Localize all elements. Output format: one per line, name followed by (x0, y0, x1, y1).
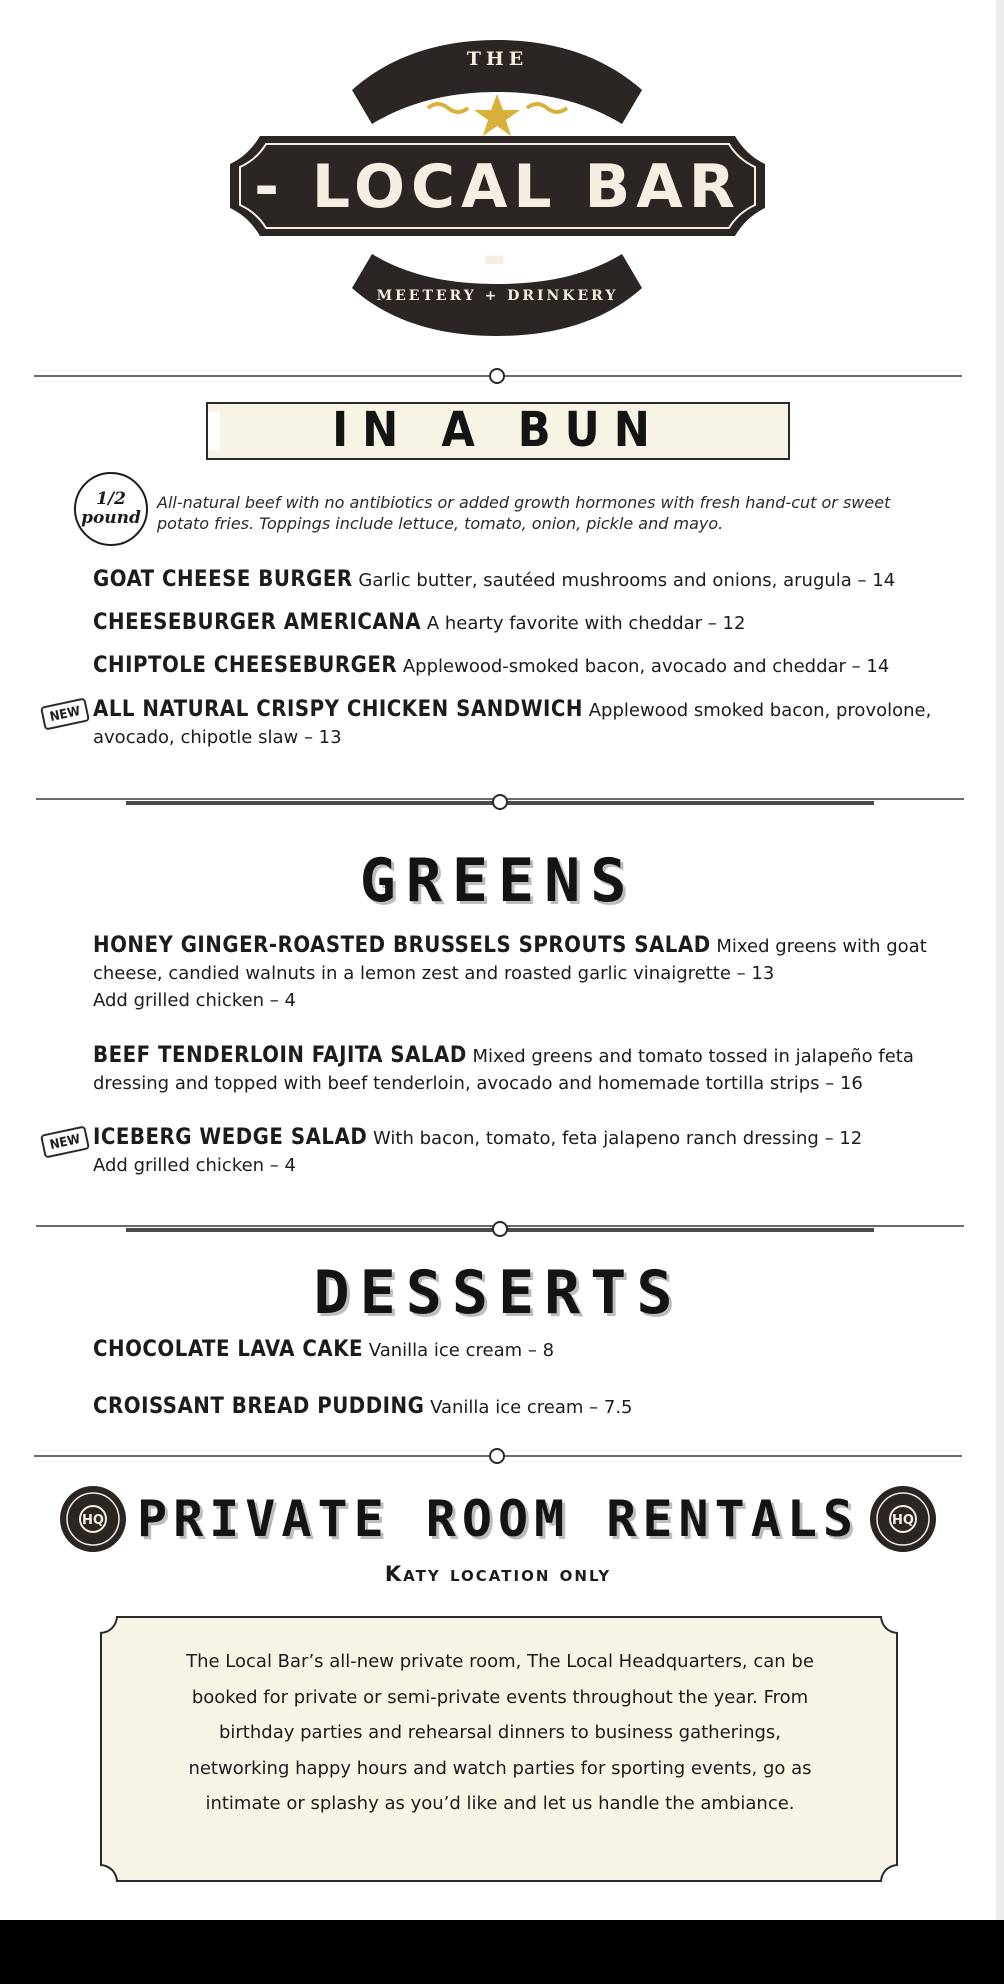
in-a-bun-banner (206, 402, 790, 460)
item-description: Applewood smoked bacon, provolone, avocado, chipotle slaw – 13 (93, 700, 932, 748)
logo-name-text: - LOCAL BAR - (254, 152, 741, 292)
new-badge: NEW (40, 697, 90, 730)
burger-intro-text: All-natural beef with no antibiotics or added growth hormones with fresh hand-cut or sweet potato fries. Toppings include lettuce, tomato, onion, pickle and mayo. (157, 493, 891, 533)
local-bar-logo (230, 36, 765, 341)
item-description: A hearty favorite with cheddar – 12 (426, 613, 746, 634)
page-edge (996, 0, 1004, 1984)
menu-item (93, 1393, 953, 1421)
menu-item (93, 566, 953, 594)
hq-logo-label: HQ (82, 1513, 104, 1528)
divider-greens (36, 794, 964, 814)
private-room-description: The Local Bar’s all-new private room, The Local Headquarters, can be booked for private or semi-private events throughout the year. From birthday parties and rehearsal dinners to business gatherings, networking happy hours and watch parties for sporting events, go as intimate or splashy as you’d like and let us handle the ambiance. (186, 1651, 814, 1814)
new-badge: NEW (40, 1125, 90, 1158)
menu-item (93, 1124, 963, 1179)
menu-item (93, 1336, 953, 1364)
section-title-greens: GREENS (359, 846, 637, 916)
menu-item (93, 932, 963, 1014)
item-name: CROISSANT BREAD PUDDING (93, 1394, 425, 1419)
divider-rooms (34, 1448, 962, 1468)
hq-logo-label: HQ (892, 1513, 914, 1528)
menu-item (93, 609, 953, 637)
section-title-desserts: DESSERTS (313, 1258, 683, 1328)
item-name: HONEY GINGER-ROASTED BRUSSELS SPROUTS SALAD (93, 933, 711, 958)
badge-fraction: 1/2 (96, 489, 126, 509)
logo-tagline-text: MEETERY + DRINKERY (376, 288, 619, 304)
item-description: Mixed greens with goat cheese, candied walnuts in a lemon zest and roasted garlic vinaigrette – 13 (93, 936, 927, 984)
item-name: CHIPTOLE CHEESEBURGER (93, 653, 398, 678)
item-name: ICEBERG WEDGE SALAD (93, 1125, 368, 1150)
item-addon: Add grilled chicken – 4 (93, 1155, 296, 1176)
item-name: CHEESEBURGER AMERICANA (93, 610, 422, 635)
menu-item (93, 652, 953, 680)
item-name: ALL NATURAL CRISPY CHICKEN SANDWICH (93, 697, 583, 722)
item-name: CHOCOLATE LAVA CAKE (93, 1337, 364, 1362)
bottom-bar (0, 1920, 1004, 1984)
section-title-in-a-bun: IN A BUN (332, 402, 664, 458)
divider-top (34, 368, 962, 388)
badge-unit: pound (81, 508, 141, 528)
rooms-location-note: Katy location only (384, 1562, 612, 1586)
item-addon: Add grilled chicken – 4 (93, 990, 296, 1011)
logo-the-text: THE (466, 48, 529, 70)
item-description: Applewood-smoked bacon, avocado and cheddar – 14 (402, 656, 890, 677)
item-name: GOAT CHEESE BURGER (93, 567, 353, 592)
item-description: Mixed greens and tomato tossed in jalapeño feta dressing and topped with beef tenderloin, avocado and homemade tortilla strips – 16 (93, 1046, 914, 1094)
half-pound-badge (74, 472, 148, 546)
divider-desserts (36, 1221, 964, 1241)
section-title-private-rooms: PRIVATE ROOM RENTALS (136, 1490, 860, 1548)
item-description: With bacon, tomato, feta jalapeno ranch dressing – 12 (373, 1128, 863, 1149)
item-name: BEEF TENDERLOIN FAJITA SALAD (93, 1043, 467, 1068)
menu-item (93, 1042, 963, 1097)
item-description: Vanilla ice cream – 8 (368, 1340, 555, 1361)
item-description: Garlic butter, sautéed mushrooms and onions, arugula – 14 (358, 570, 896, 591)
private-room-info-box (100, 1616, 898, 1882)
item-description: Vanilla ice cream – 7.5 (430, 1397, 633, 1418)
menu-item (93, 696, 953, 751)
